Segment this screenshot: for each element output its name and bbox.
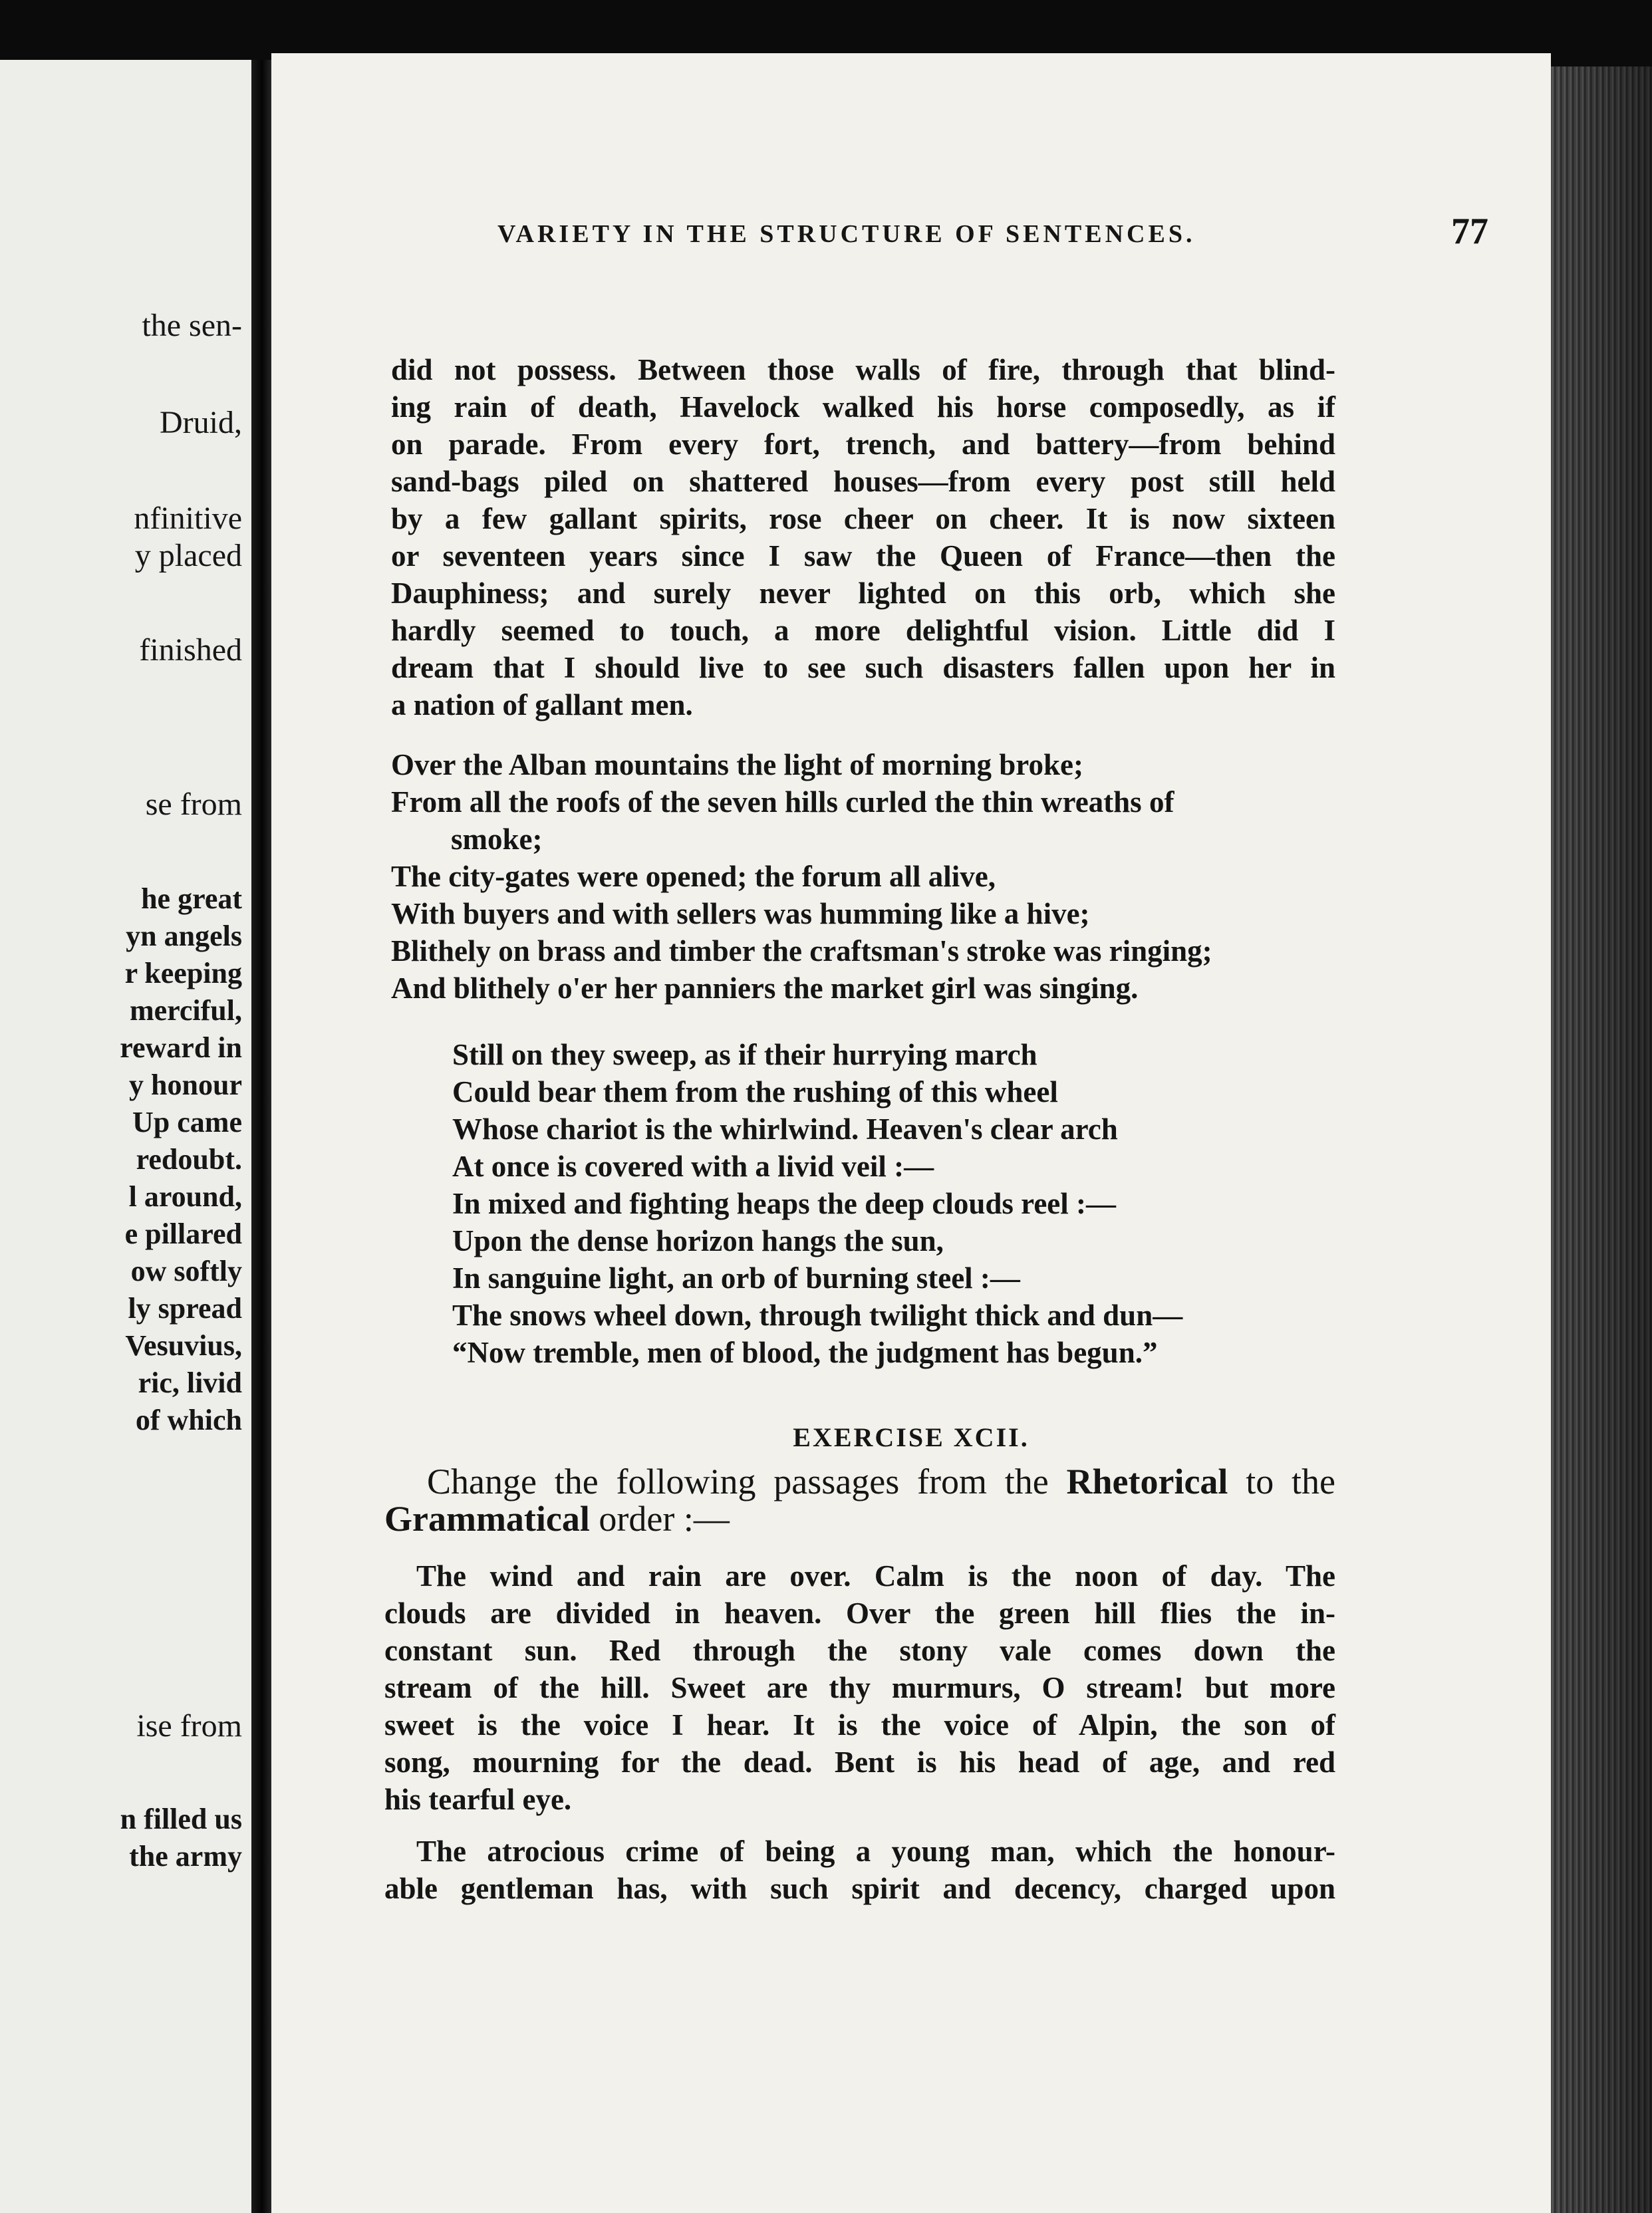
book-gutter <box>251 60 273 2213</box>
text-line: dream that I should live to see such disasters fallen upon her in <box>391 651 1335 684</box>
instruction-bold: Rhetorical <box>1066 1462 1228 1501</box>
text-line: on parade. From every fort, trench, and battery—from behind <box>391 428 1335 461</box>
verse-line: With buyers and with sellers was humming like a hive; <box>391 897 1090 930</box>
left-line: he great <box>141 882 242 915</box>
running-head-title: VARIETY IN THE STRUCTURE OF SENTENCES. <box>497 220 1196 248</box>
left-line: y honour <box>129 1069 242 1101</box>
instruction-text: to the <box>1228 1462 1335 1501</box>
left-line: y placed <box>134 538 242 573</box>
left-line: reward in <box>120 1031 242 1064</box>
verse-line: Blithely on brass and timber the craftsman's stroke was ringing; <box>391 934 1212 968</box>
previous-page-fragment <box>0 60 251 2213</box>
text-line: The atrocious crime of being a young man, which the honour- <box>416 1835 1335 1868</box>
poem-stanza-2 <box>391 1036 1335 1371</box>
verse-line: Over the Alban mountains the light of morning broke; <box>391 748 1083 781</box>
left-line: r keeping <box>124 957 242 989</box>
verse-line: At once is covered with a livid veil :— <box>452 1150 934 1183</box>
left-line: merciful, <box>129 994 242 1027</box>
verse-line: Could bear them from the rushing of this wheel <box>452 1075 1058 1108</box>
exercise-passage-1 <box>384 1557 1335 1818</box>
text-line: did not possess. Between those walls of fire, through that blind- <box>391 353 1335 386</box>
instruction-bold: Grammatical <box>384 1499 590 1539</box>
verse-line: smoke; <box>451 823 543 856</box>
exercise-passage-2 <box>384 1833 1335 1907</box>
poem-stanza-1 <box>391 746 1335 1007</box>
text-line: constant sun. Red through the stony vale comes down the <box>384 1634 1335 1667</box>
left-line: finished <box>139 632 242 668</box>
text-line: hardly seemed to touch, a more delightful vision. Little did I <box>391 614 1335 647</box>
text-line: sand-bags piled on shattered houses—from every post still held <box>391 465 1335 498</box>
verse-line: In sanguine light, an orb of burning steel :— <box>452 1261 1020 1295</box>
text-line: song, mourning for the dead. Bent is his head of age, and red <box>384 1746 1335 1779</box>
verse-line: Upon the dense horizon hangs the sun, <box>452 1224 944 1257</box>
left-line: ise from <box>136 1708 242 1744</box>
verse-line: The snows wheel down, through twilight thick and dun— <box>452 1299 1183 1332</box>
left-line: l around, <box>128 1180 242 1213</box>
book-page <box>271 53 1551 2213</box>
exercise-instruction <box>384 1463 1335 1537</box>
verse-line: “Now tremble, men of blood, the judgment has begun.” <box>452 1336 1158 1369</box>
verse-line: In mixed and fighting heaps the deep clouds reel :— <box>452 1187 1117 1220</box>
instruction-text: order :— <box>589 1499 730 1539</box>
text-line: a nation of gallant men. <box>391 688 693 721</box>
left-line: Vesuvius, <box>125 1329 242 1362</box>
page-edge-stack <box>1551 66 1652 2213</box>
text-line: or seventeen years since I saw the Queen of France—then the <box>391 539 1335 573</box>
text-line: his tearful eye. <box>384 1783 572 1816</box>
text-line: by a few gallant spirits, rose cheer on cheer. It is now sixteen <box>391 502 1335 535</box>
text-line: clouds are divided in heaven. Over the green hill flies the in- <box>384 1597 1335 1630</box>
verse-line: And blithely o'er her panniers the market girl was singing. <box>391 972 1139 1005</box>
text-line: The wind and rain are over. Calm is the noon of day. The <box>416 1559 1335 1593</box>
text-line: Dauphiness; and surely never lighted on this orb, which she <box>391 577 1335 610</box>
text-line: sweet is the voice I hear. It is the voice of Alpin, the son of <box>384 1708 1335 1742</box>
text-line: stream of the hill. Sweet are thy murmurs, O stream! but more <box>384 1671 1335 1704</box>
verse-line: Still on they sweep, as if their hurrying march <box>452 1038 1037 1071</box>
prose-paragraph <box>391 351 1335 723</box>
text-line: able gentleman has, with such spirit and decency, charged upon <box>384 1872 1335 1905</box>
left-line: ly spread <box>128 1292 242 1325</box>
left-line: Up came <box>132 1106 242 1138</box>
left-line: e pillared <box>124 1218 242 1250</box>
verse-line: From all the roofs of the seven hills curled the thin wreaths of <box>391 785 1174 819</box>
running-head <box>497 211 1502 273</box>
left-line: the sen- <box>142 308 242 343</box>
page-number: 77 <box>1451 211 1488 252</box>
left-line: nfinitive <box>134 501 242 536</box>
left-line: of which <box>135 1404 242 1436</box>
instruction-text: Change the following passages from the <box>427 1462 1067 1501</box>
verse-line: The city-gates were opened; the forum all alive, <box>391 860 996 893</box>
left-line: se from <box>145 787 242 822</box>
left-line: redoubt. <box>136 1143 242 1176</box>
left-line: ric, livid <box>138 1367 242 1399</box>
left-line: yn angels <box>126 920 242 952</box>
left-line: n filled us <box>120 1803 242 1835</box>
left-line: ow softly <box>130 1255 242 1287</box>
left-line: the army <box>129 1840 242 1873</box>
exercise-heading: EXERCISE XCII. <box>793 1422 1030 1452</box>
left-line: Druid, <box>160 405 242 440</box>
text-line: ing rain of death, Havelock walked his horse composedly, as if <box>391 390 1335 424</box>
verse-line: Whose chariot is the whirlwind. Heaven's clear arch <box>452 1112 1118 1146</box>
